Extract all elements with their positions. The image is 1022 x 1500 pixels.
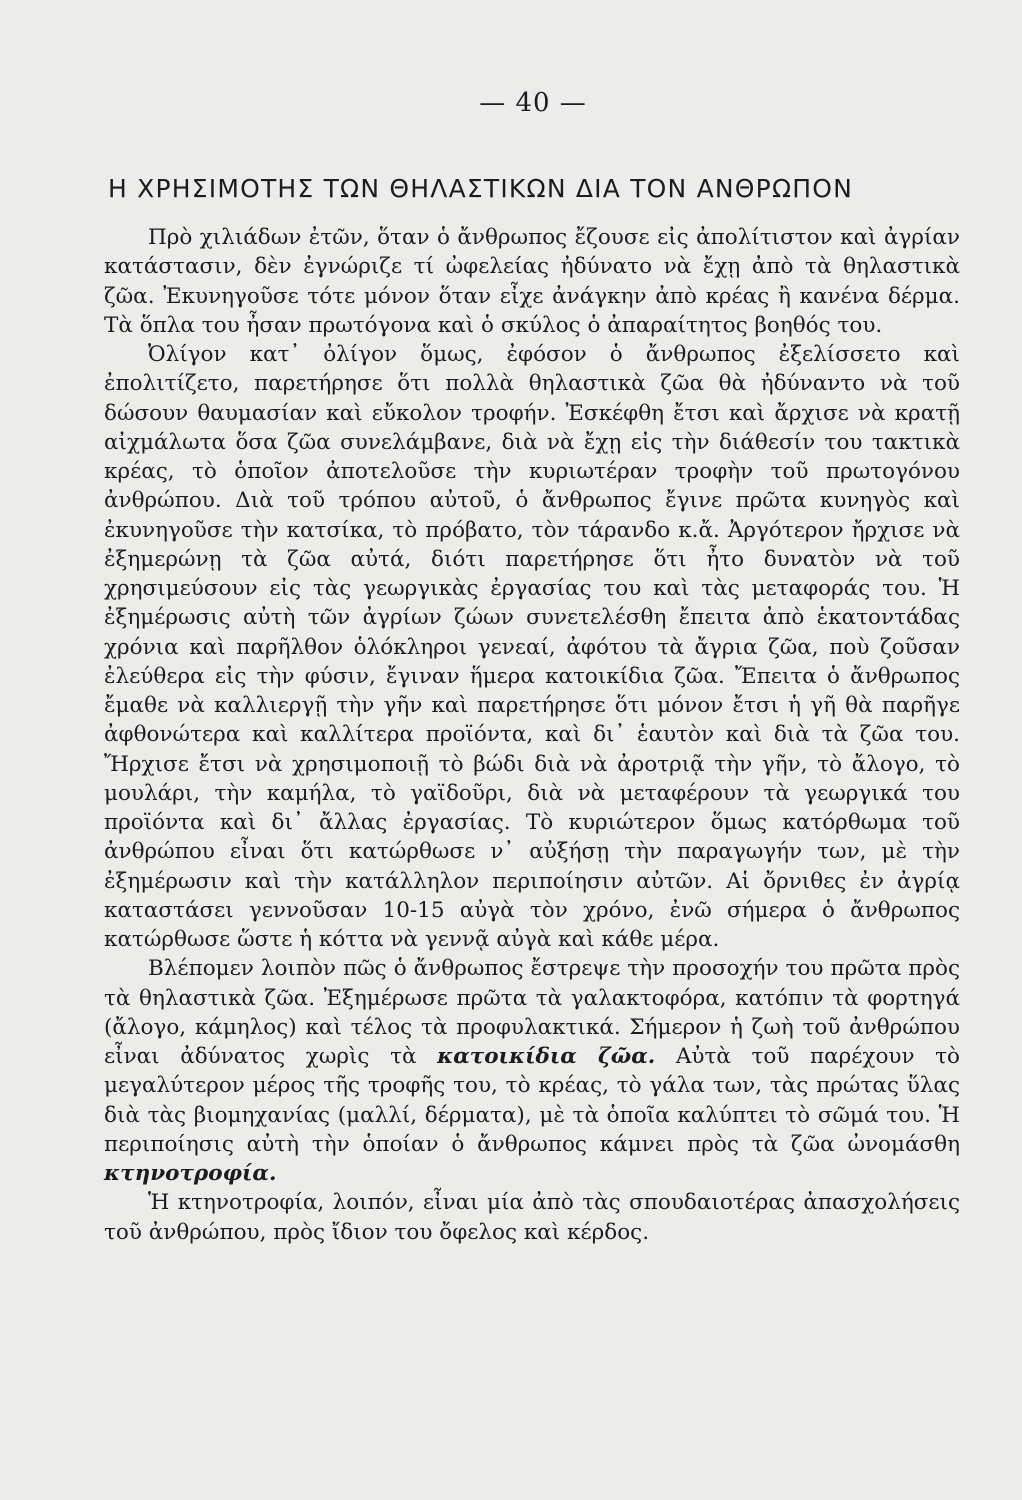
paragraph-4: Ἡ κτηνοτροφία, λοιπόν, εἶναι μία ἀπὸ τὰς σπουδαιοτέρας ἀπασχολήσεις τοῦ ἀνθρώπου, πρὸς ἴδιον του ὄφελος καὶ κέρδος.: [104, 1190, 960, 1245]
paragraph-1: Πρὸ χιλιάδων ἐτῶν, ὅταν ὁ ἄνθρωπος ἔζουσε εἰς ἀπολίτιστον καὶ ἀγρίαν κατάστασιν, δὲν ἐγνώριζε τί ὠφελείας ἠδύνατο νὰ ἔχῃ ἀπὸ τὰ θηλαστικὰ ζῶα. Ἐκυνηγοῦσε τότε μόνον ὅταν εἶχε ἀνάγκην ἀπὸ κρέας ἢ κανένα δέρμα. Τὰ ὅπλα του ἦσαν πρωτόγονα καὶ ὁ σκύλος ὁ ἀπαραίτητος βοηθός του.: [104, 225, 960, 338]
body-text: [104, 223, 960, 1247]
paragraph-3: [104, 954, 960, 1188]
chapter-title: Η ΧΡΗΣΙΜΟΤΗΣ ΤΩΝ ΘΗΛΑΣΤΙΚΩΝ ΔΙΑ ΤΟΝ ΑΝΘΡΩΠΟΝ: [108, 174, 854, 203]
page-number: — 40 —: [479, 88, 587, 118]
paragraph-3-part-a: Βλέπομεν λοιπὸν πῶς ὁ ἄνθρωπος ἔστρεψε τὴν προσοχήν του πρῶτα πρὸς τὰ θηλαστικὰ ζῶα. Ἐξημέρωσε πρῶτα τὰ γαλακτοφόρα, κατόπιν τὰ φορτηγά (ἄλογο, κάμηλος) καὶ τέλος τὰ προφυλακτικά. Σήμερον ἡ ζωὴ τοῦ ἀνθρώπου εἶναι ἀδύνατος χωρὶς τὰ: [104, 956, 960, 1069]
paragraph-2: Ὀλίγον κατ᾽ ὀλίγον ὅμως, ἐφόσον ὁ ἄνθρωπος ἐξελίσσετο καὶ ἐπολιτίζετο, παρετήρησε ὅτι πολλὰ θηλαστικὰ ζῶα θὰ ἠδύναντο νὰ τοῦ δώσουν θαυμασίαν καὶ εὔκολον τροφήν. Ἐσκέφθη ἔτσι καὶ ἄρχισε νὰ κρατῇ αἰχμάλωτα ὅσα ζῶα συνελάμβανε, διὰ νὰ ἔχῃ εἰς τὴν διάθεσίν του τακτικὰ κρέας, τὸ ὁποῖον ἀποτελοῦσε τὴν κυριωτέραν τροφὴν τοῦ πρωτογόνου ἀνθρώπου. Διὰ τοῦ τρόπου αὐτοῦ, ὁ ἄνθρωπος ἔγινε πρῶτα κυνηγὸς καὶ ἐκυνηγοῦσε τὴν κατσίκα, τὸ πρόβατο, τὸν τάρανδο κ.ἄ. Ἀργότερον ἤρχισε νὰ ἐξημερώνῃ τὰ ζῶα αὐτά, διότι παρετήρησε ὅτι ἦτο δυνατὸν νὰ τοῦ χρησιμεύσουν εἰς τὰς γεωργικὰς ἐργασίας του καὶ τὰς μεταφοράς του. Ἡ ἐξημέρωσις αὐτὴ τῶν ἀγρίων ζώων συνετελέσθη ἔπειτα ἀπὸ ἑκατοντάδας χρόνια καὶ παρῆλθον ὁλόκληροι γενεαί, ἀφότου τὰ ἄγρια ζῶα, ποὺ ζοῦσαν ἐλεύθερα εἰς τὴν φύσιν, ἔγιναν ἥμερα κατοικίδια ζῶα. Ἔπειτα ὁ ἄνθρωπος ἔμαθε νὰ καλλιεργῇ τὴν γῆν καὶ παρετήρησε ὅτι μόνον ἔτσι ἡ γῆ θὰ παρῆγε ἀφθονώτερα καὶ καλλίτερα προϊόντα, καὶ δι᾽ ἑαυτὸν καὶ διὰ τὰ ζῶα του. Ἤρχισε ἔτσι νὰ χρησιμοποιῇ τὸ βώδι διὰ νὰ ἀροτριᾷ τὴν γῆν, τὸ ἄλογο, τὸ μουλάρι, τὴν καμήλα, τὸ γαϊδοῦρι, διὰ νὰ μεταφέρουν τὰ γεωργικά του προϊόντα καὶ δι᾽ ἄλλας ἐργασίας. Τὸ κυριώτερον ὅμως κατόρθωμα τοῦ ἀνθρώπου εἶναι ὅτι κατώρθωσε ν᾽ αὐξήσῃ τὴν παραγωγήν των, μὲ τὴν ἐξημέρωσιν καὶ τὴν κατάλληλον περιποίησιν αὐτῶν. Αἱ ὄρνιθες ἐν ἀγρίᾳ καταστάσει γεννοῦσαν 10-15 αὐγὰ τὸν χρόνο, ἐνῶ σήμερα ὁ ἄνθρωπος κατώρθωσε ὥστε ἡ κόττα νὰ γεννᾷ αὐγὰ καὶ κάθε μέρα.: [104, 342, 960, 952]
term-domestic-animals: κατοικίδια ζῶα.: [437, 1044, 656, 1069]
term-animal-husbandry: κτηνοτροφία.: [104, 1161, 277, 1186]
paragraph-3-part-b: Αὐτὰ τοῦ παρέχουν τὸ μεγαλύτερον μέρος τῆς τροφῆς του, τὸ κρέας, τὸ γάλα των, τὰς πρώτας ὕλας διὰ τὰς βιομηχανίας (μαλλί, δέρματα), μὲ τὰ ὁποῖα καλύπτει τὸ σῶμά του. Ἡ περιποίησις αὐτὴ τὴν ὁποίαν ὁ ἄνθρωπος κάμνει πρὸς τὰ ζῶα ὠνομάσθη: [104, 1044, 960, 1157]
